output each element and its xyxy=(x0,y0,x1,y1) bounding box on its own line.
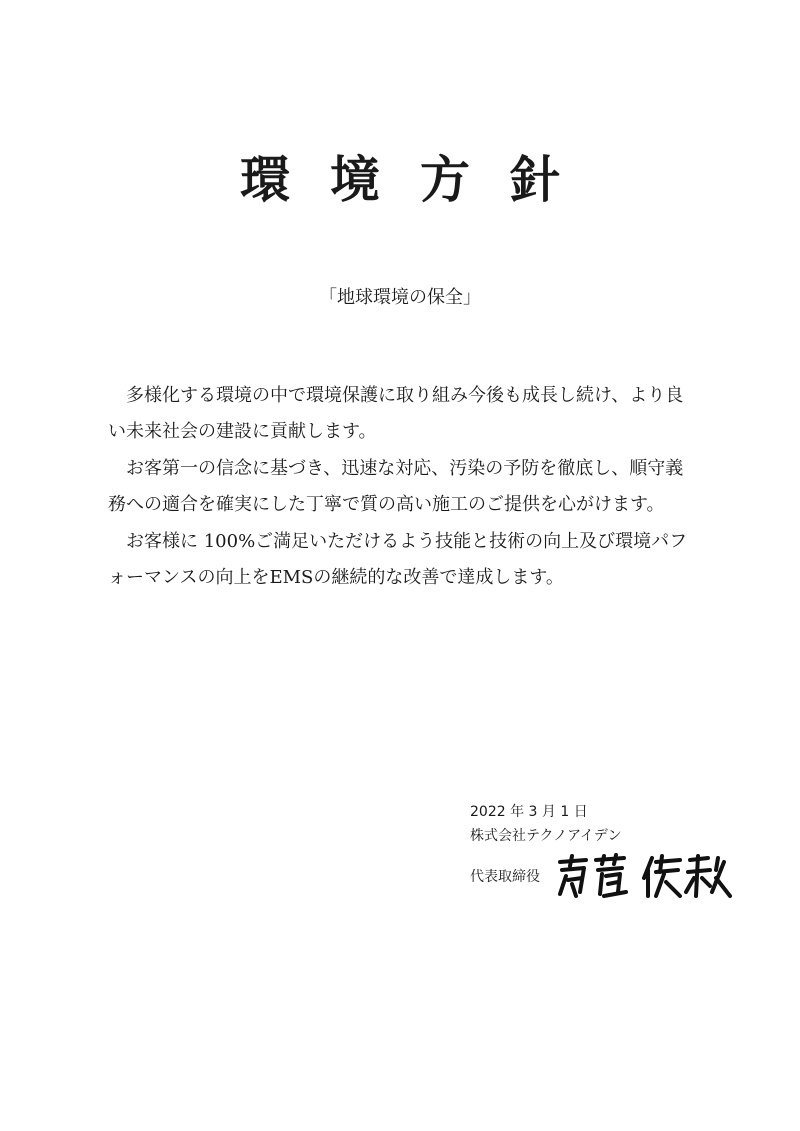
signature-block xyxy=(470,800,760,902)
issue-date: 2022 年 3 月 1 日 xyxy=(470,804,588,820)
document-subtitle: 「地球環境の保全」 xyxy=(319,287,481,308)
policy-paragraph-3: お客様に 100%ご満足いただけるよう技能と技術の向上及び環境パフォーマンスの向上をEMSの継続的な改善で達成します。 xyxy=(108,530,688,589)
company-name: 株式会社テクノアイデン xyxy=(470,828,622,844)
policy-paragraph-2: お客第一の信念に基づき、迅速な対応、汚染の予防を徹底し、順守義務への適合を確実にした丁寧で質の高い施工のご提供を心がけます。 xyxy=(108,457,684,516)
policy-paragraph-1: 多様化する環境の中で環境保護に取り組み今後も成長し続け、より良い未来社会の建設に貢献します。 xyxy=(108,385,684,443)
handwritten-signature xyxy=(552,852,732,902)
representative-title: 代表取締役 xyxy=(470,869,540,885)
policy-body xyxy=(108,378,692,596)
representative-row xyxy=(470,852,760,902)
document-title: 環境方針 xyxy=(240,150,600,209)
